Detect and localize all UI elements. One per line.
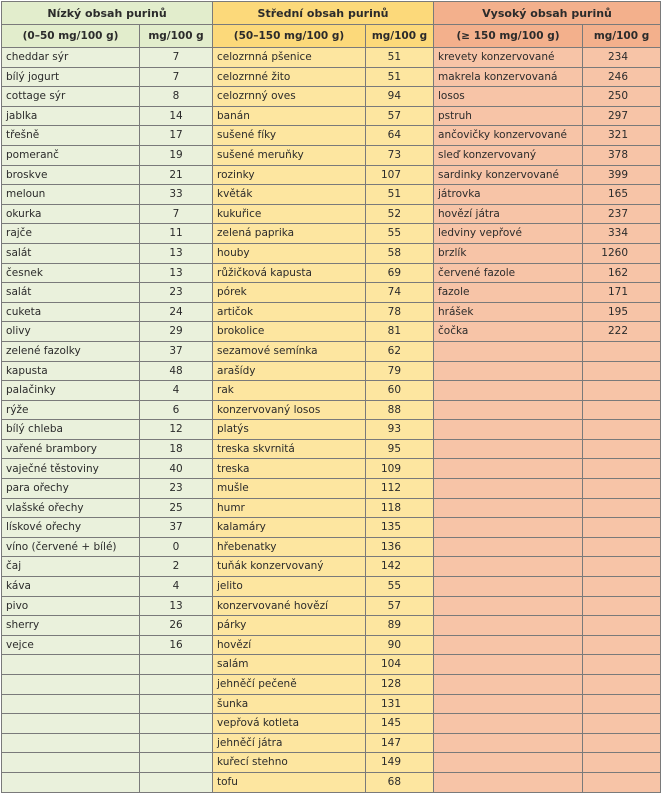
low-purine-value [140,772,213,792]
low-purine-value: 7 [140,204,213,224]
high-food-name [434,675,583,695]
table-row [2,243,661,263]
low-food-name: broskve [2,165,140,185]
high-purine-value [583,459,661,479]
high-food-name [434,518,583,538]
high-food-name: krevety konzervované [434,48,583,68]
low-purine-value: 16 [140,635,213,655]
high-purine-value [583,694,661,714]
medium-purine-value: 62 [366,341,434,361]
table-row [2,185,661,205]
high-food-name [434,341,583,361]
high-food-name: brzlík [434,243,583,263]
table-row [2,67,661,87]
high-purine-value: 321 [583,126,661,146]
low-purine-value: 7 [140,48,213,68]
low-food-name: třešně [2,126,140,146]
high-purine-value [583,753,661,773]
table-row [2,322,661,342]
medium-food-name: rozinky [213,165,366,185]
high-purine-value: 171 [583,283,661,303]
medium-food-name: mušle [213,479,366,499]
medium-purine-value: 93 [366,420,434,440]
medium-purine-value: 145 [366,714,434,734]
high-purine-value: 378 [583,145,661,165]
low-purine-value: 23 [140,479,213,499]
table-row [2,577,661,597]
medium-food-name: celozrnná pšenice [213,48,366,68]
medium-food-name: jehněčí játra [213,733,366,753]
high-purine-value [583,361,661,381]
low-food-name: cottage sýr [2,87,140,107]
low-purine-value: 2 [140,557,213,577]
table-row [2,263,661,283]
high-food-name: sardinky konzervované [434,165,583,185]
table-row [2,616,661,636]
table-row [2,694,661,714]
high-purine-value [583,381,661,401]
medium-food-name: treska [213,459,366,479]
table-row [2,126,661,146]
high-purine-value [583,557,661,577]
high-purine-value: 399 [583,165,661,185]
table-row [2,48,661,68]
table-row [2,420,661,440]
high-purine-value [583,714,661,734]
low-food-name: lískové ořechy [2,518,140,538]
high-food-name [434,714,583,734]
low-food-name [2,714,140,734]
low-purine-value [140,714,213,734]
medium-food-name: párky [213,616,366,636]
high-purine-value: 250 [583,87,661,107]
medium-food-name: šunka [213,694,366,714]
low-purine-value: 6 [140,400,213,420]
medium-food-name: platýs [213,420,366,440]
medium-purine-value: 51 [366,185,434,205]
low-food-name: jablka [2,106,140,126]
high-food-name: makrela konzervovaná [434,67,583,87]
low-food-name [2,694,140,714]
high-food-name [434,381,583,401]
high-purine-value: 165 [583,185,661,205]
high-food-name [434,420,583,440]
high-purine-value [583,772,661,792]
low-food-name: cheddar sýr [2,48,140,68]
medium-purine-value: 142 [366,557,434,577]
low-purine-value: 33 [140,185,213,205]
medium-purine-value: 94 [366,87,434,107]
low-food-name: čaj [2,557,140,577]
medium-food-name: pórek [213,283,366,303]
table-row [2,439,661,459]
low-purine-value: 23 [140,283,213,303]
medium-food-name: konzervovaný losos [213,400,366,420]
high-food-name: ančovičky konzervované [434,126,583,146]
table-row [2,675,661,695]
table-row [2,87,661,107]
medium-food-name: rak [213,381,366,401]
low-purine-value: 37 [140,341,213,361]
medium-purine-header: Střední obsah purinů [213,2,434,25]
high-purine-value [583,479,661,499]
low-food-name: sherry [2,616,140,636]
high-food-name [434,596,583,616]
low-food-name: okurka [2,204,140,224]
high-food-name: čočka [434,322,583,342]
low-food-name [2,655,140,675]
high-food-name: hrášek [434,302,583,322]
low-food-name: bílý jogurt [2,67,140,87]
high-purine-value [583,635,661,655]
medium-purine-value: 107 [366,165,434,185]
high-purine-value: 297 [583,106,661,126]
low-purine-value: 7 [140,67,213,87]
medium-purine-value: 128 [366,675,434,695]
high-purine-value [583,400,661,420]
medium-food-name: kuřecí stehno [213,753,366,773]
medium-food-name: houby [213,243,366,263]
low-purine-value: 4 [140,381,213,401]
table-row [2,302,661,322]
high-food-name [434,400,583,420]
table-row [2,537,661,557]
medium-food-name: banán [213,106,366,126]
high-food-name: ledviny vepřové [434,224,583,244]
low-purine-header: Nízký obsah purinů [2,2,213,25]
medium-food-name: salám [213,655,366,675]
low-food-name: vejce [2,635,140,655]
low-food-name: víno (červené + bílé) [2,537,140,557]
low-purine-value [140,655,213,675]
high-food-name [434,655,583,675]
low-purine-value: 0 [140,537,213,557]
medium-purine-value: 68 [366,772,434,792]
high-food-name [434,772,583,792]
low-purine-value: 19 [140,145,213,165]
medium-food-name: kalamáry [213,518,366,538]
high-food-name [434,733,583,753]
medium-food-name: květák [213,185,366,205]
high-purine-value [583,596,661,616]
low-food-name: salát [2,283,140,303]
medium-food-name: sezamové semínka [213,341,366,361]
high-purine-value [583,733,661,753]
medium-food-name: jelito [213,577,366,597]
medium-purine-value: 112 [366,479,434,499]
low-food-name [2,675,140,695]
low-food-name: kapusta [2,361,140,381]
high-food-name [434,459,583,479]
medium-purine-value: 60 [366,381,434,401]
low-purine-value: 48 [140,361,213,381]
medium-purine-value: 88 [366,400,434,420]
medium-purine-value: 149 [366,753,434,773]
high-food-name [434,361,583,381]
low-purine-value: 13 [140,596,213,616]
medium-food-name: artičok [213,302,366,322]
low-food-name: cuketa [2,302,140,322]
table-subheader-row [2,25,661,48]
medium-purine-value: 52 [366,204,434,224]
low-unit-header: mg/100 g [140,25,213,48]
high-food-name [434,557,583,577]
table-row [2,518,661,538]
high-purine-value: 195 [583,302,661,322]
high-purine-value: 222 [583,322,661,342]
medium-food-name: tuňák konzervovaný [213,557,366,577]
table-row [2,557,661,577]
low-purine-value: 29 [140,322,213,342]
medium-unit-header: mg/100 g [366,25,434,48]
table-row [2,400,661,420]
medium-food-name: kukuřice [213,204,366,224]
low-food-name: salát [2,243,140,263]
high-food-name: fazole [434,283,583,303]
high-purine-value: 237 [583,204,661,224]
medium-purine-value: 57 [366,106,434,126]
high-food-name: hovězí játra [434,204,583,224]
low-food-name: olivy [2,322,140,342]
medium-food-name: vepřová kotleta [213,714,366,734]
medium-food-name: růžičková kapusta [213,263,366,283]
high-food-name [434,537,583,557]
medium-food-name: celozrnný oves [213,87,366,107]
high-purine-value [583,341,661,361]
table-row [2,655,661,675]
low-food-name: rajče [2,224,140,244]
medium-food-name: treska skvrnitá [213,439,366,459]
table-body [2,48,661,793]
low-food-name: para ořechy [2,479,140,499]
medium-food-name: hřebenatky [213,537,366,557]
low-purine-value: 12 [140,420,213,440]
medium-purine-value: 81 [366,322,434,342]
high-purine-value [583,577,661,597]
table-row [2,145,661,165]
medium-food-name: celozrnné žito [213,67,366,87]
high-purine-value [583,655,661,675]
low-purine-value [140,753,213,773]
low-purine-value: 8 [140,87,213,107]
low-food-name [2,753,140,773]
medium-food-name: jehněčí pečeně [213,675,366,695]
table-row [2,283,661,303]
high-purine-value [583,518,661,538]
low-food-name: zelené fazolky [2,341,140,361]
medium-purine-value: 90 [366,635,434,655]
low-purine-value: 4 [140,577,213,597]
low-food-name: česnek [2,263,140,283]
medium-food-name: hovězí [213,635,366,655]
low-purine-value: 24 [140,302,213,322]
medium-purine-value: 118 [366,498,434,518]
high-purine-value: 1260 [583,243,661,263]
high-purine-value: 234 [583,48,661,68]
medium-food-name: konzervované hovězí [213,596,366,616]
high-purine-value: 162 [583,263,661,283]
high-food-name [434,616,583,636]
low-purine-value: 18 [140,439,213,459]
table-row [2,459,661,479]
medium-purine-value: 55 [366,224,434,244]
low-purine-value: 11 [140,224,213,244]
medium-purine-value: 69 [366,263,434,283]
high-food-name [434,635,583,655]
high-food-name: sleď konzervovaný [434,145,583,165]
table-row [2,224,661,244]
low-purine-value: 13 [140,263,213,283]
low-purine-value: 21 [140,165,213,185]
high-food-name: červené fazole [434,263,583,283]
medium-purine-value: 131 [366,694,434,714]
medium-purine-value: 58 [366,243,434,263]
high-purine-header: Vysoký obsah purinů [434,2,661,25]
low-food-name: vlašské ořechy [2,498,140,518]
table-row [2,772,661,792]
medium-purine-value: 64 [366,126,434,146]
medium-food-name: arašídy [213,361,366,381]
high-food-name [434,439,583,459]
low-purine-value: 26 [140,616,213,636]
high-food-name [434,479,583,499]
medium-food-name: brokolice [213,322,366,342]
low-food-name: káva [2,577,140,597]
high-food-name: losos [434,87,583,107]
low-food-name: rýže [2,400,140,420]
low-food-name [2,733,140,753]
low-food-name: pivo [2,596,140,616]
table-row [2,341,661,361]
medium-purine-value: 74 [366,283,434,303]
medium-food-name: sušené meruňky [213,145,366,165]
low-food-name: meloun [2,185,140,205]
medium-purine-value: 79 [366,361,434,381]
high-unit-header: mg/100 g [583,25,661,48]
high-purine-value [583,675,661,695]
purine-content-table [1,1,661,793]
medium-range-header: (50–150 mg/100 g) [213,25,366,48]
low-purine-value: 40 [140,459,213,479]
low-purine-value: 25 [140,498,213,518]
medium-purine-value: 109 [366,459,434,479]
table-row [2,714,661,734]
table-row [2,106,661,126]
table-row [2,165,661,185]
high-purine-value: 334 [583,224,661,244]
table-row [2,753,661,773]
medium-purine-value: 78 [366,302,434,322]
high-range-header: (≥ 150 mg/100 g) [434,25,583,48]
medium-food-name: zelená paprika [213,224,366,244]
low-purine-value: 14 [140,106,213,126]
medium-purine-value: 89 [366,616,434,636]
medium-food-name: sušené fíky [213,126,366,146]
low-food-name: vaječné těstoviny [2,459,140,479]
medium-purine-value: 135 [366,518,434,538]
high-food-name [434,694,583,714]
low-food-name [2,772,140,792]
medium-food-name: tofu [213,772,366,792]
medium-purine-value: 147 [366,733,434,753]
table-row [2,498,661,518]
high-purine-value: 246 [583,67,661,87]
high-food-name: játrovka [434,185,583,205]
high-food-name: pstruh [434,106,583,126]
table-row [2,204,661,224]
medium-purine-value: 73 [366,145,434,165]
low-purine-value: 13 [140,243,213,263]
low-purine-value [140,694,213,714]
high-purine-value [583,616,661,636]
low-purine-value [140,675,213,695]
high-food-name [434,753,583,773]
low-food-name: vařené brambory [2,439,140,459]
low-purine-value: 17 [140,126,213,146]
low-range-header: (0–50 mg/100 g) [2,25,140,48]
medium-purine-value: 136 [366,537,434,557]
table-row [2,596,661,616]
high-food-name [434,577,583,597]
table-row [2,479,661,499]
high-purine-value [583,498,661,518]
medium-purine-value: 55 [366,577,434,597]
low-food-name: pomeranč [2,145,140,165]
low-food-name: palačinky [2,381,140,401]
medium-purine-value: 95 [366,439,434,459]
high-purine-value [583,439,661,459]
low-purine-value: 37 [140,518,213,538]
medium-purine-value: 51 [366,67,434,87]
medium-purine-value: 104 [366,655,434,675]
medium-food-name: humr [213,498,366,518]
table-row [2,635,661,655]
low-purine-value [140,733,213,753]
high-purine-value [583,420,661,440]
high-food-name [434,498,583,518]
table-row [2,361,661,381]
table-row [2,733,661,753]
medium-purine-value: 57 [366,596,434,616]
medium-purine-value: 51 [366,48,434,68]
low-food-name: bílý chleba [2,420,140,440]
table-header-row [2,2,661,25]
table-row [2,381,661,401]
high-purine-value [583,537,661,557]
